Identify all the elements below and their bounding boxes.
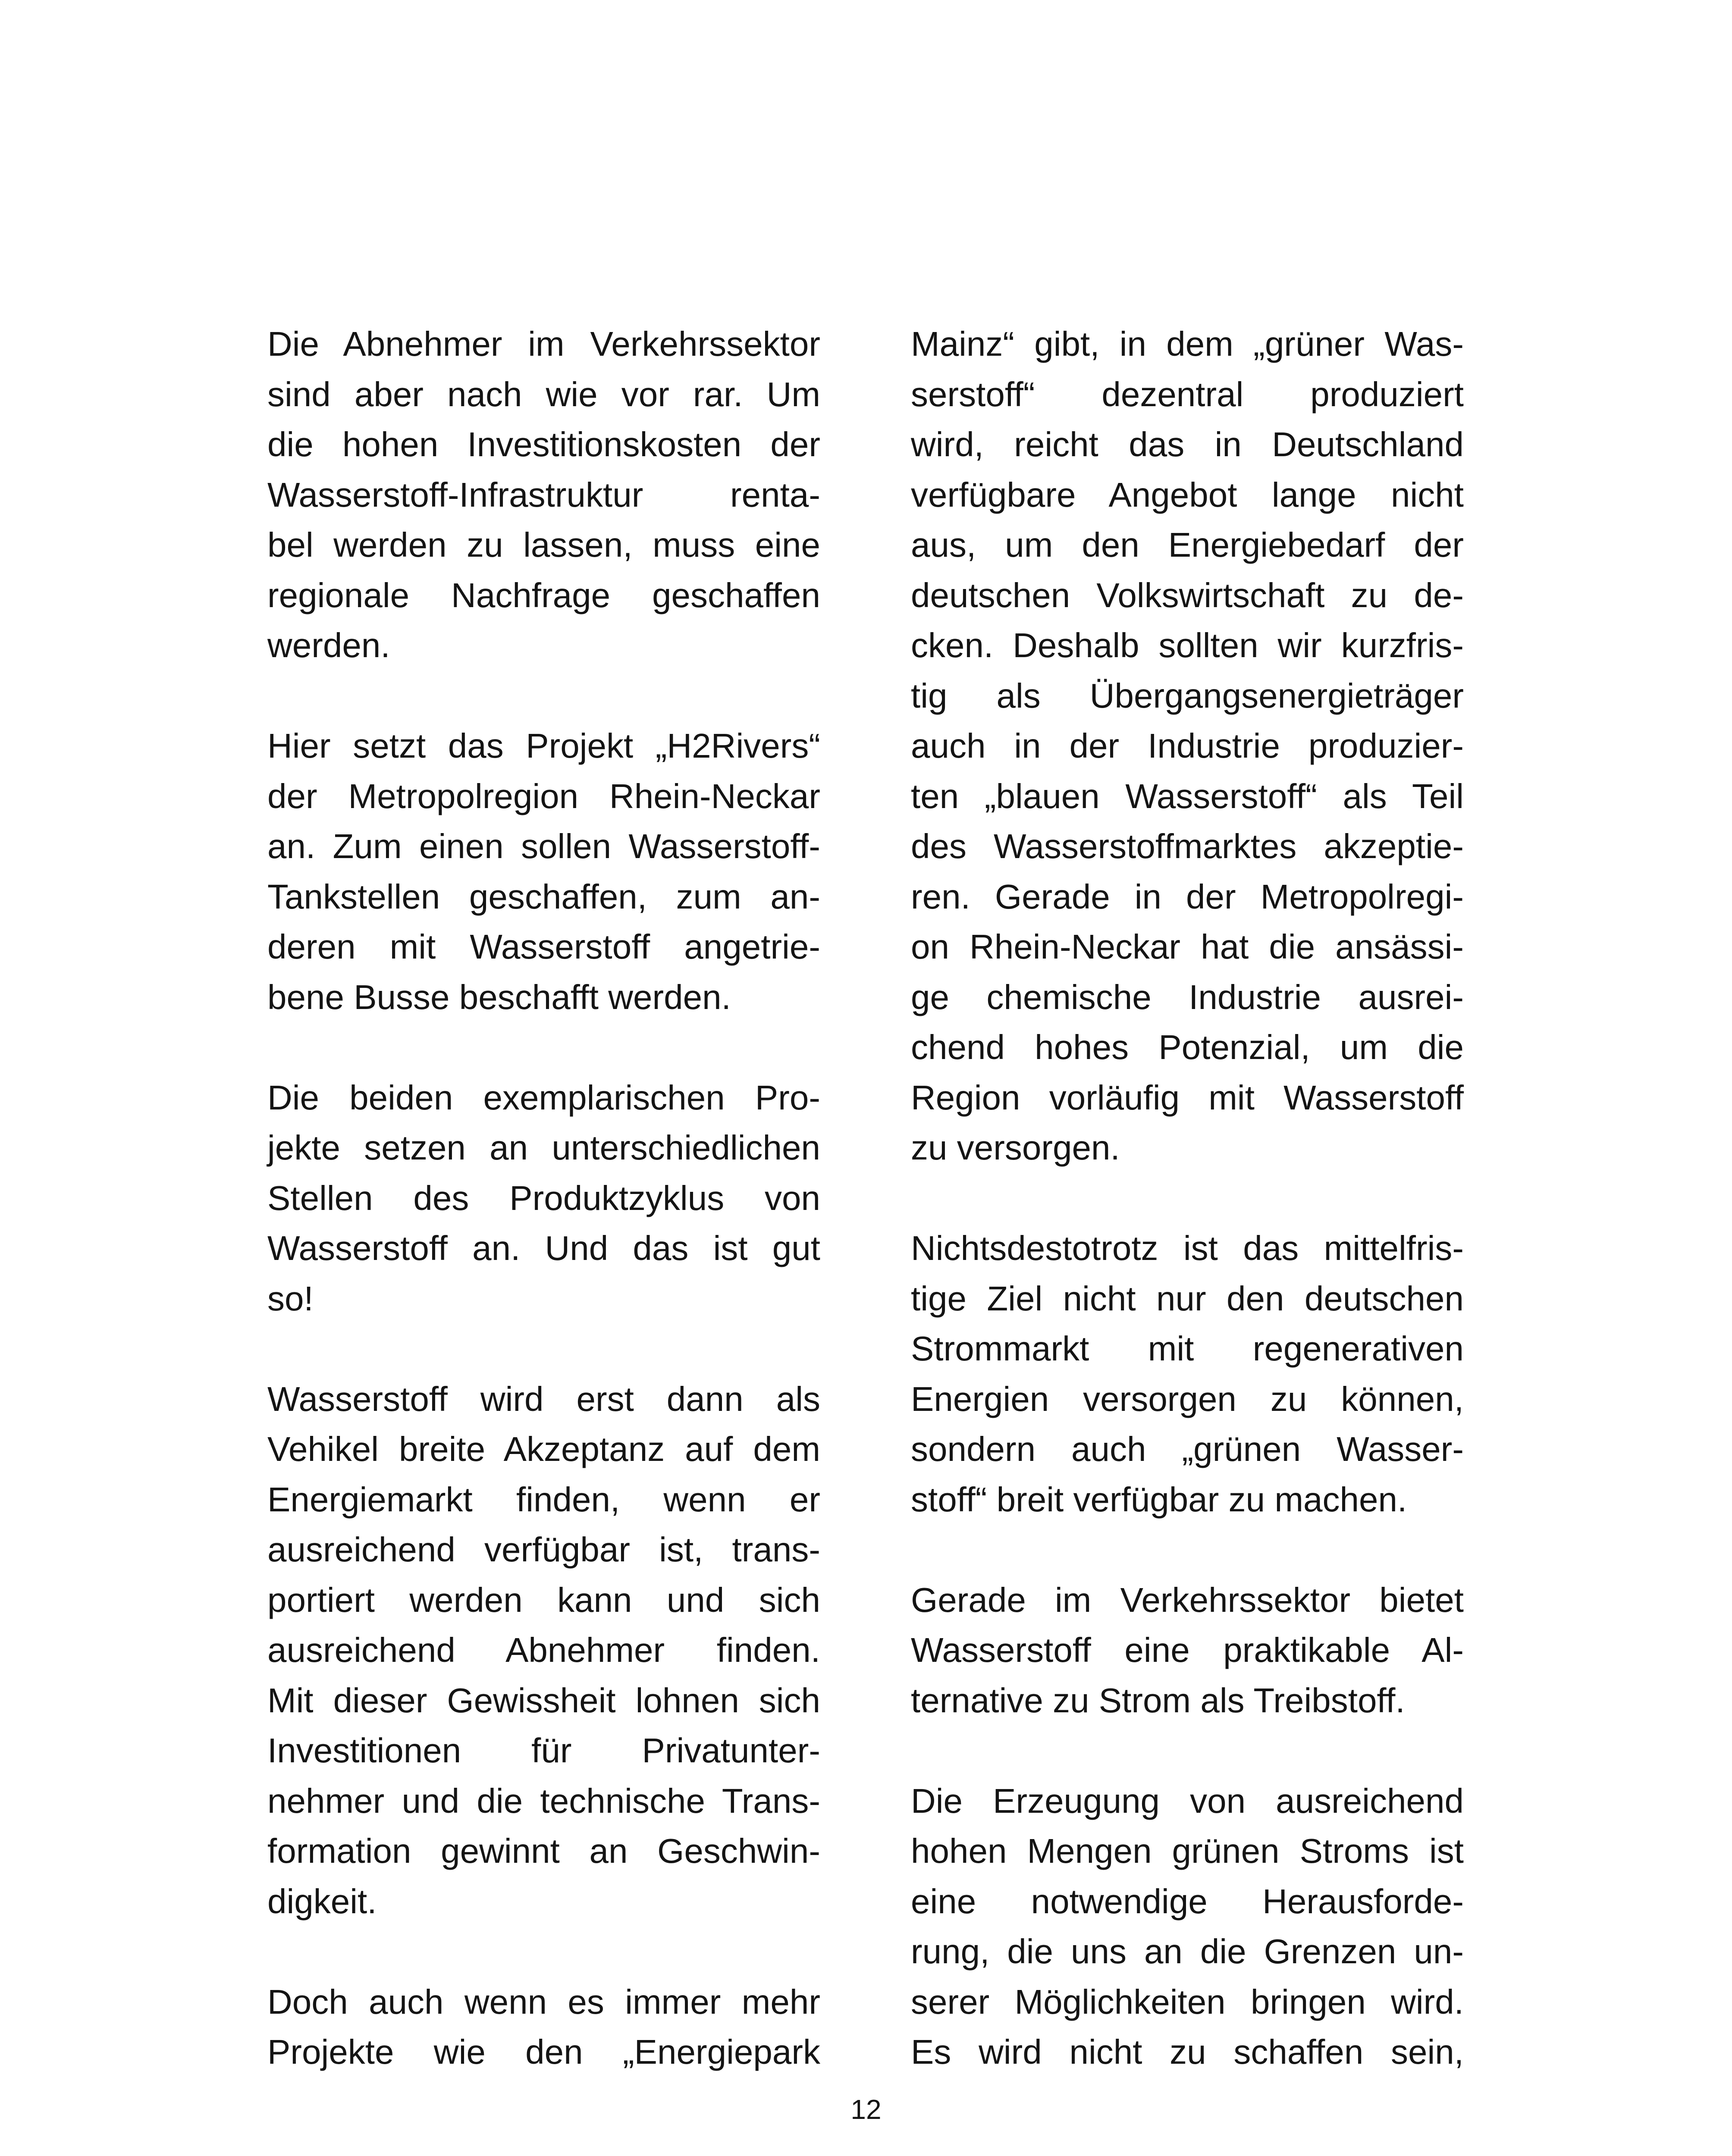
paragraph (911, 319, 1464, 1173)
text-line: nehmer und die technische Trans- (267, 1781, 820, 1820)
text-line: regionale Nachfrage geschaffen (267, 576, 820, 614)
text-line: ternative zu Strom als Treibstoff. (911, 1681, 1405, 1720)
text-line: Tankstellen geschaffen, zum an- (267, 877, 820, 916)
text-line: so! (267, 1279, 314, 1318)
text-line: deutschen Volkswirtschaft zu de- (911, 576, 1464, 614)
paragraph (267, 1073, 820, 1324)
text-line: ausreichend Abnehmer finden. (267, 1631, 820, 1669)
text-line: Wasserstoff an. Und das ist gut (267, 1229, 820, 1267)
text-line: ausreichend verfügbar ist, trans- (267, 1530, 820, 1569)
text-line: werden. (267, 626, 390, 664)
text-line: Energien versorgen zu können, (911, 1379, 1464, 1418)
text-line: Wasserstoff eine praktikable Al- (911, 1631, 1464, 1669)
text-line: auch in der Industrie produzier- (911, 727, 1464, 765)
paragraph (267, 319, 820, 671)
text-line: deren mit Wasserstoff angetrie- (267, 928, 820, 966)
text-line: formation gewinnt an Geschwin- (267, 1832, 820, 1870)
right-column (911, 319, 1464, 2078)
text-line: Projekte wie den „Energiepark (267, 2033, 820, 2071)
text-line: digkeit. (267, 1882, 377, 1921)
text-line: Vehikel breite Akzeptanz auf dem (267, 1430, 820, 1468)
text-line: die hohen Investitionskosten der (267, 425, 820, 464)
paragraph (911, 1223, 1464, 1525)
text-line: chend hohes Potenzial, um die (911, 1028, 1464, 1066)
text-line: serer Möglichkeiten bringen wird. (911, 1982, 1464, 2021)
paragraph (267, 1374, 820, 1927)
text-line: Region vorläufig mit Wasserstoff (911, 1078, 1464, 1117)
text-line: Wasserstoff-Infrastruktur renta- (267, 475, 820, 514)
text-line: cken. Deshalb sollten wir kurzfris- (911, 626, 1464, 664)
text-line: ten „blauen Wasserstoff“ als Teil (911, 777, 1464, 815)
paragraph-gap (267, 671, 820, 721)
text-line: Strommarkt mit regenerativen (911, 1329, 1464, 1368)
paragraph-gap (911, 1173, 1464, 1224)
text-line: on Rhein-Neckar hat die ansässi- (911, 928, 1464, 966)
page-number: 12 (850, 2094, 882, 2125)
text-line: Energiemarkt finden, wenn er (267, 1480, 820, 1519)
paragraph (911, 1776, 1464, 2078)
text-line: hohen Mengen grünen Stroms ist (911, 1832, 1464, 1870)
paragraph (267, 1977, 820, 2078)
text-line: Gerade im Verkehrssektor bietet (911, 1580, 1464, 1619)
text-line: ren. Gerade in der Metropolregi- (911, 877, 1464, 916)
paragraph-gap (267, 1927, 820, 1977)
text-line: Wasserstoff wird erst dann als (267, 1379, 820, 1418)
text-line: eine notwendige Herausforde- (911, 1882, 1464, 1921)
text-line: Nichtsdestotrotz ist das mittelfris- (911, 1229, 1464, 1267)
text-line: Doch auch wenn es immer mehr (267, 1982, 820, 2021)
text-line: portiert werden kann und sich (267, 1580, 820, 1619)
text-line: der Metropolregion Rhein-Neckar (267, 777, 820, 815)
text-line: Hier setzt das Projekt „H2Rivers“ (267, 727, 820, 765)
text-line: des Wasserstoffmarktes akzeptie- (911, 827, 1464, 865)
text-line: tige Ziel nicht nur den deutschen (911, 1279, 1464, 1318)
text-line: verfügbare Angebot lange nicht (911, 475, 1464, 514)
text-line: wird, reicht das in Deutschland (911, 425, 1464, 464)
text-line: bel werden zu lassen, muss eine (267, 526, 820, 564)
paragraph-gap (911, 1525, 1464, 1575)
text-line: an. Zum einen sollen Wasserstoff- (267, 827, 820, 865)
text-line: Mit dieser Gewissheit lohnen sich (267, 1681, 820, 1720)
text-line: sondern auch „grünen Wasser- (911, 1430, 1464, 1468)
text-line: tig als Übergangsenergieträger (911, 676, 1464, 715)
text-line: zu versorgen. (911, 1128, 1120, 1167)
paragraph (911, 1575, 1464, 1726)
text-line: Die Abnehmer im Verkehrssektor (267, 325, 820, 363)
text-line: Die Erzeugung von ausreichend (911, 1781, 1464, 1820)
paragraph (267, 721, 820, 1022)
text-line: ge chemische Industrie ausrei- (911, 978, 1464, 1016)
paragraph-gap (267, 1022, 820, 1073)
text-line: Es wird nicht zu schaffen sein, (911, 2033, 1464, 2071)
text-line: rung, die uns an die Grenzen un- (911, 1932, 1464, 1971)
text-line: sind aber nach wie vor rar. Um (267, 375, 820, 414)
text-line: Mainz“ gibt, in dem „grüner Was- (911, 325, 1464, 363)
text-line: bene Busse beschafft werden. (267, 978, 731, 1016)
text-line: serstoff“ dezentral produziert (911, 375, 1464, 414)
text-line: Die beiden exemplarischen Pro- (267, 1078, 820, 1117)
text-line: stoff“ breit verfügbar zu machen. (911, 1480, 1407, 1519)
text-line: jekte setzen an unterschiedlichen (267, 1128, 820, 1167)
text-line: Stellen des Produktzyklus von (267, 1178, 820, 1217)
paragraph-gap (911, 1726, 1464, 1776)
text-line: Investitionen für Privatunter- (267, 1731, 820, 1770)
text-line: aus, um den Energiebedarf der (911, 526, 1464, 564)
left-column (267, 319, 820, 2078)
paragraph-gap (267, 1324, 820, 1374)
